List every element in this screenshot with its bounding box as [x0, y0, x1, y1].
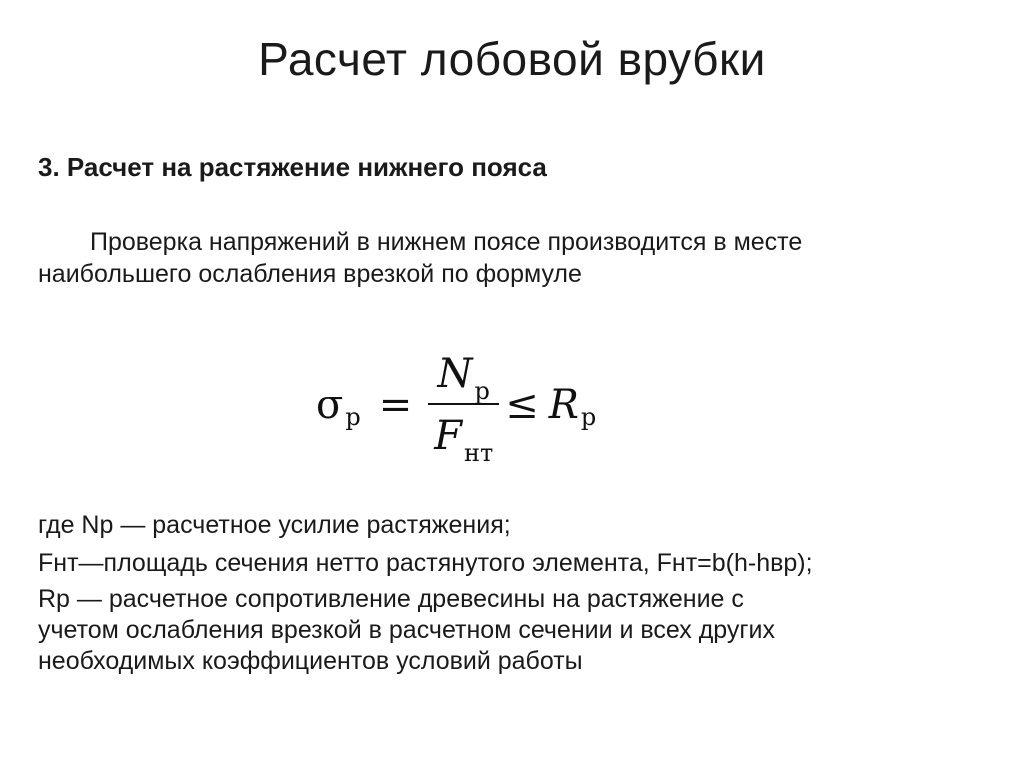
formula-rhs-subscript: р	[580, 403, 597, 431]
formula-sigma-subscript: р	[345, 403, 361, 431]
formula-equals: =	[378, 382, 413, 428]
section-heading: 3. Расчет на растяжение нижнего пояса	[38, 152, 547, 182]
formula-denominator-subscript: нт	[463, 439, 494, 467]
formula-sigma: σ	[316, 382, 344, 428]
formula-numerator	[432, 351, 496, 403]
definition-np: где Nр — расчетное усилие растяжения;	[38, 511, 511, 539]
intro-paragraph	[38, 226, 988, 290]
definition-rp-line-2: учетом ослабления врезкой в расчетном сечении и всех других	[38, 616, 776, 644]
formula-denominator-symbol: F	[434, 413, 462, 459]
formula-denominator	[428, 405, 499, 467]
slide-title: Расчет лобовой врубки	[258, 33, 766, 85]
intro-line-2: наибольшего ослабления врезкой по формуле	[38, 260, 582, 288]
definition-rp-line-3: необходимых коэффициентов условий работы	[38, 647, 583, 675]
stress-formula	[316, 340, 596, 470]
intro-line-1: Проверка напряжений в нижнем поясе производится в месте	[90, 228, 803, 256]
formula-numerator-subscript: р	[474, 377, 490, 405]
formula-rhs-symbol: R	[548, 382, 579, 428]
definition-rp-line-1: Rр — расчетное сопротивление древесины на растяжение с	[38, 585, 744, 613]
formula-fraction	[428, 351, 499, 467]
definition-fnt: Fнт—площадь сечения нетто растянутого элемента, Fнт=b(h-hвр);	[38, 549, 813, 577]
formula-numerator-symbol: N	[437, 351, 473, 397]
definitions	[38, 508, 998, 677]
formula-less-equal: ≤	[505, 382, 539, 428]
